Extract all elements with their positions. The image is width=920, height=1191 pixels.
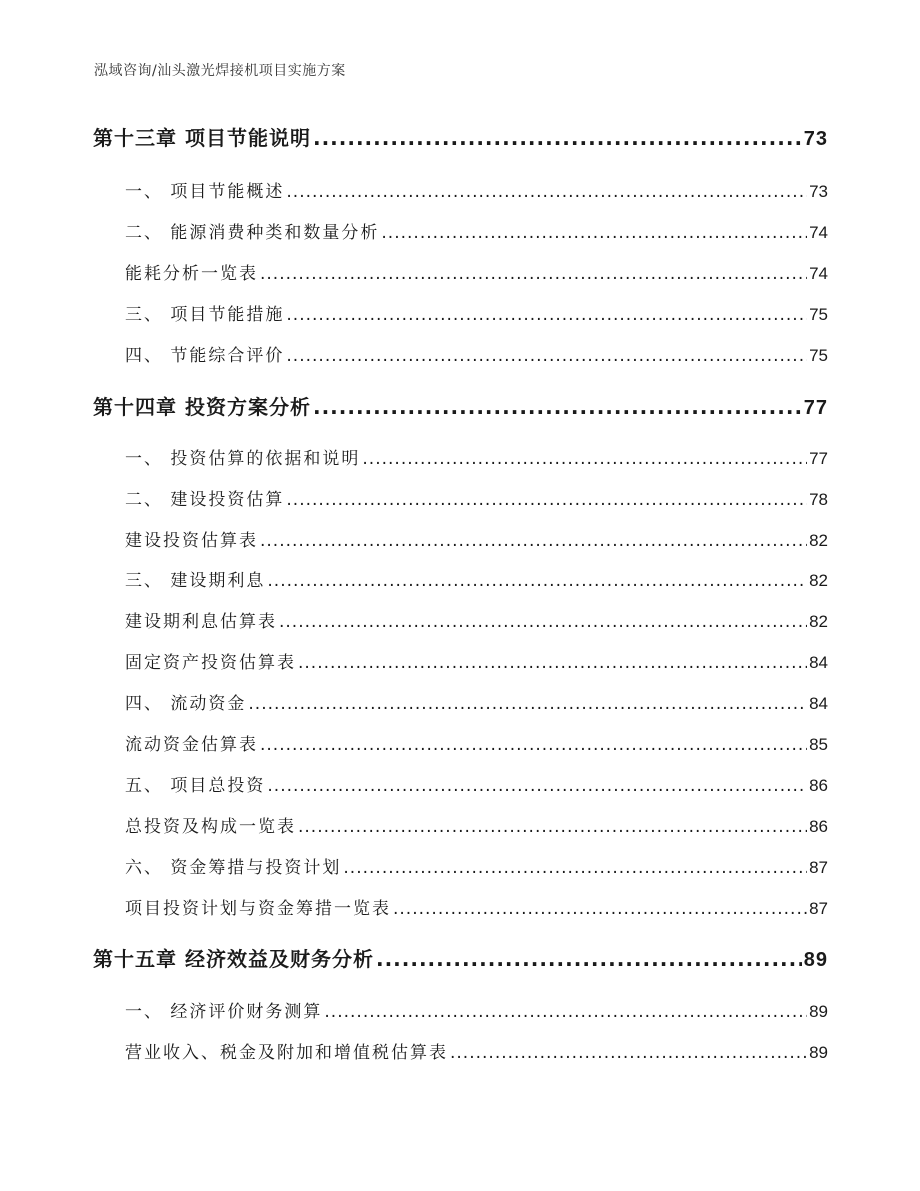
- toc-entry-page: 82: [809, 531, 828, 550]
- toc-entry[interactable]: [93, 122, 828, 151]
- toc-leader-dots: [298, 817, 807, 837]
- toc-leader-dots: [279, 612, 807, 632]
- toc-entry-title: 一、 项目节能概述: [125, 182, 285, 202]
- toc-entry-page: 89: [803, 949, 828, 971]
- toc-entry[interactable]: [125, 566, 828, 591]
- toc-entry-page: 84: [809, 694, 828, 713]
- toc-entry[interactable]: [125, 300, 828, 325]
- toc-leader-dots: [362, 449, 807, 469]
- toc-entry-title: 总投资及构成一览表: [125, 817, 296, 837]
- toc-entry[interactable]: [125, 341, 828, 366]
- toc-entry-page: 86: [809, 817, 828, 836]
- toc-leader-dots: [260, 531, 807, 551]
- toc-entry-title: 一、 经济评价财务测算: [125, 1002, 323, 1022]
- toc-entry-title: 二、 建设投资估算: [125, 490, 285, 510]
- toc-leader-dots: [286, 490, 807, 510]
- toc-entry[interactable]: [125, 689, 828, 714]
- running-header: 泓域咨询/汕头激光焊接机项目实施方案: [94, 63, 346, 79]
- toc-entry-title: 一、 投资估算的依据和说明: [125, 449, 361, 469]
- toc-entry-title: 能耗分析一览表: [125, 264, 258, 284]
- toc-entry-page: 86: [809, 776, 828, 795]
- toc-entry[interactable]: [125, 607, 828, 632]
- toc-entry-page: 74: [809, 223, 828, 242]
- toc-entry-page: 82: [809, 612, 828, 631]
- toc-entry-page: 85: [809, 735, 828, 754]
- toc-entry[interactable]: [125, 730, 828, 755]
- toc-leader-dots: [450, 1043, 807, 1063]
- toc-leader-dots: [267, 776, 807, 796]
- toc-entry[interactable]: [125, 259, 828, 284]
- toc-entry-title: 四、 流动资金: [125, 694, 247, 714]
- toc-leader-dots: [313, 126, 802, 150]
- toc-entry[interactable]: [125, 1038, 828, 1063]
- toc-entry-page: 82: [809, 571, 828, 590]
- toc-entry-page: 74: [809, 264, 828, 283]
- toc-entry-title: 建设投资估算表: [125, 531, 258, 551]
- toc-leader-dots: [286, 182, 807, 202]
- toc-entry[interactable]: [125, 218, 828, 243]
- toc-entry-title: 二、 能源消费种类和数量分析: [125, 223, 380, 243]
- toc-entry-page: 75: [809, 346, 828, 365]
- toc-leader-dots: [393, 899, 807, 919]
- toc-leader-dots: [381, 223, 807, 243]
- toc-leader-dots: [286, 305, 807, 325]
- toc-entry-page: 75: [809, 305, 828, 324]
- toc-entry-title: 五、 项目总投资: [125, 776, 266, 796]
- toc-entry-title: 固定资产投资估算表: [125, 653, 296, 673]
- toc-entry[interactable]: [125, 444, 828, 469]
- toc-entry[interactable]: [125, 485, 828, 510]
- toc-leader-dots: [376, 947, 802, 971]
- toc-leader-dots: [324, 1002, 807, 1022]
- toc-leader-dots: [313, 395, 802, 419]
- toc-entry-title: 六、 资金筹措与投资计划: [125, 858, 342, 878]
- toc-entry-page: 89: [809, 1043, 828, 1062]
- toc-entry-page: 87: [809, 899, 828, 918]
- toc-entry[interactable]: [125, 177, 828, 202]
- toc-leader-dots: [286, 346, 807, 366]
- toc-entry-title: 三、 项目节能措施: [125, 305, 285, 325]
- toc-entry[interactable]: [93, 391, 828, 420]
- toc-entry-title: 项目投资计划与资金筹措一览表: [125, 899, 391, 919]
- toc-entry-title: 流动资金估算表: [125, 735, 258, 755]
- toc-entry-page: 73: [803, 128, 828, 150]
- toc-entry[interactable]: [93, 943, 828, 972]
- toc-entry-page: 73: [809, 182, 828, 201]
- toc-entry[interactable]: [125, 771, 828, 796]
- toc-entry-title: 四、 节能综合评价: [125, 346, 285, 366]
- toc-leader-dots: [260, 264, 807, 284]
- toc-entry-title: 第十三章 项目节能说明: [93, 126, 311, 150]
- toc-leader-dots: [267, 571, 807, 591]
- toc-entry[interactable]: [125, 648, 828, 673]
- toc-entry[interactable]: [125, 997, 828, 1022]
- toc-entry[interactable]: [125, 894, 828, 919]
- toc-leader-dots: [260, 735, 807, 755]
- toc-entry-page: 84: [809, 653, 828, 672]
- toc-entry-page: 77: [803, 397, 828, 419]
- toc-entry[interactable]: [125, 812, 828, 837]
- toc-entry-title: 三、 建设期利息: [125, 571, 266, 591]
- toc-entry-page: 89: [809, 1002, 828, 1021]
- toc-entry-title: 营业收入、税金及附加和增值税估算表: [125, 1043, 448, 1063]
- toc-entry-page: 87: [809, 858, 828, 877]
- toc-leader-dots: [343, 858, 807, 878]
- toc-leader-dots: [298, 653, 807, 673]
- toc-entry-title: 第十四章 投资方案分析: [93, 395, 311, 419]
- toc-entry-page: 77: [809, 449, 828, 468]
- toc-entry[interactable]: [125, 526, 828, 551]
- toc-entry-title: 第十五章 经济效益及财务分析: [93, 947, 374, 971]
- toc-leader-dots: [248, 694, 807, 714]
- toc-entry-page: 78: [809, 490, 828, 509]
- toc-entry[interactable]: [125, 853, 828, 878]
- toc-entry-title: 建设期利息估算表: [125, 612, 277, 632]
